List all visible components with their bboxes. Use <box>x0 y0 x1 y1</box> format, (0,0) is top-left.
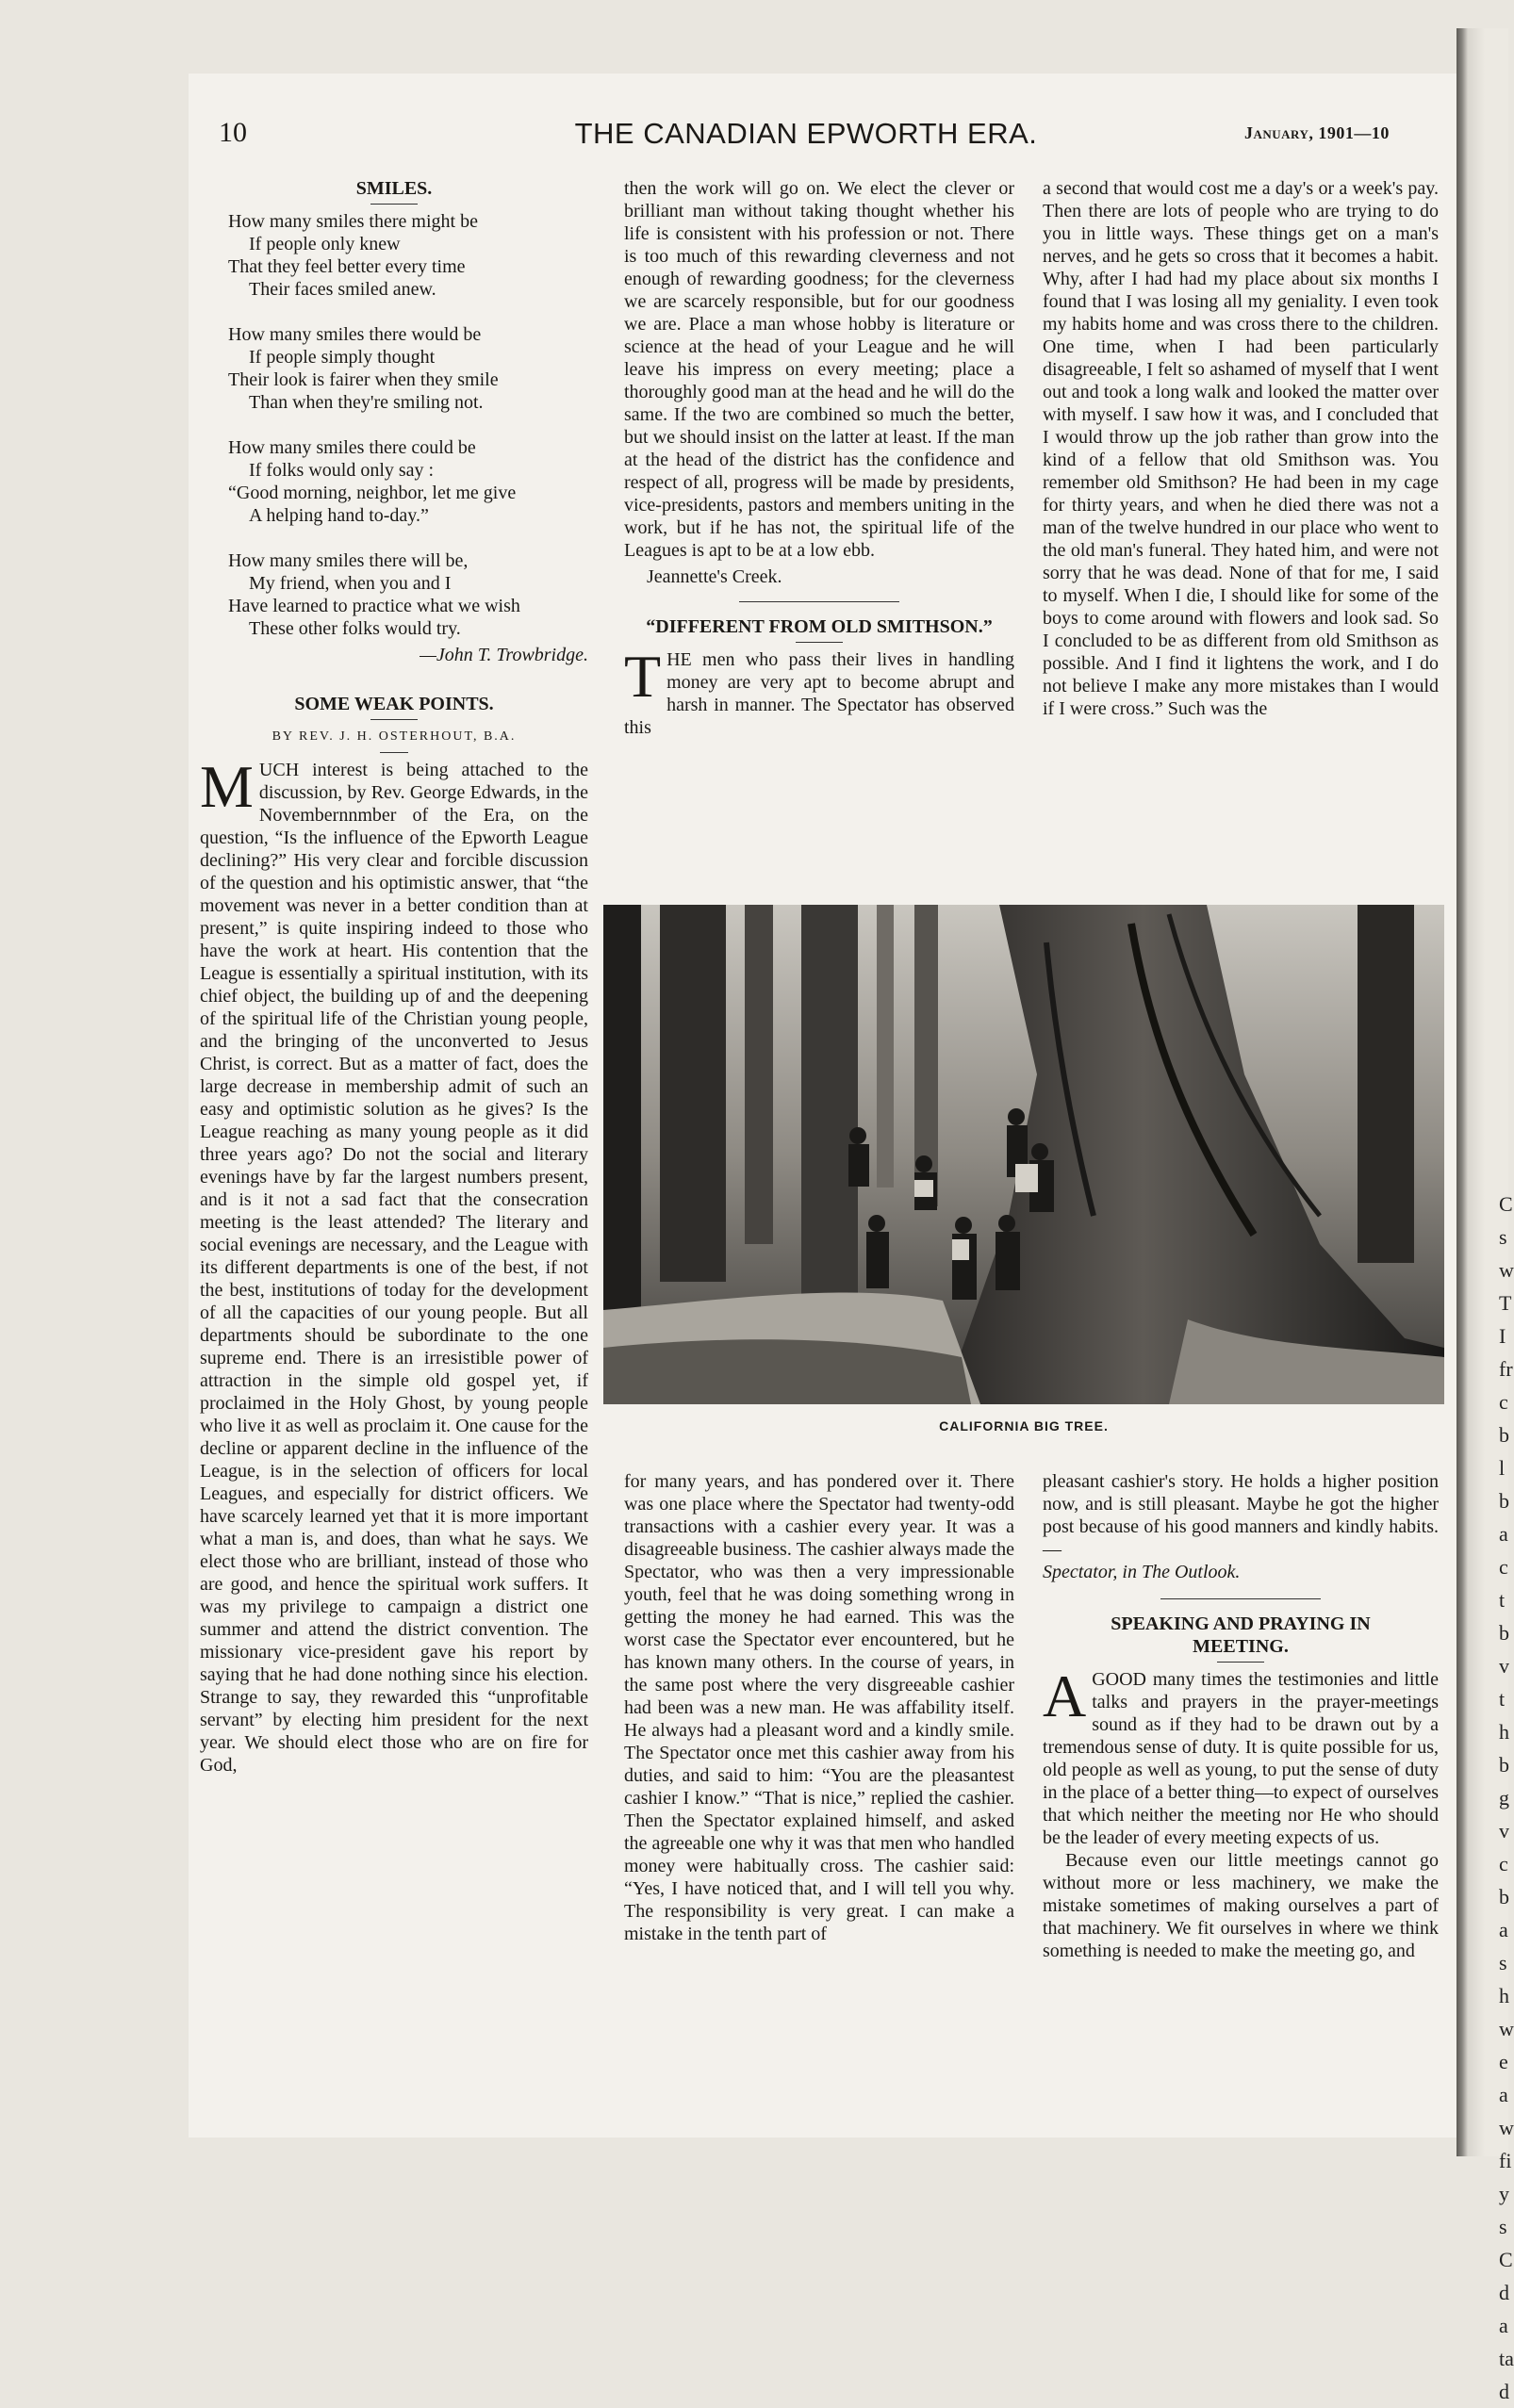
section-divider <box>1160 1598 1321 1599</box>
article-text: HE men who pass their lives in handling money are very apt to become abrupt and harsh in manner. The Spectator has observed this <box>624 649 1014 738</box>
title-rule <box>1217 1662 1264 1663</box>
poem-line: Their look is fairer when they smile <box>228 369 499 390</box>
poem-title: SMILES. <box>355 178 433 199</box>
article-title: SOME WEAK POINTS. <box>294 694 494 714</box>
poem-line: Their faces smiled anew. <box>249 279 436 300</box>
issue-date: January, 1901—10 <box>1244 123 1390 142</box>
article-text: for many years, and has pondered over it. There was one place where the Spectator had twenty-odd transactions with a cashier every year. It was a disagreeable business. The cashier always made the Spectator, who was then a very impressionable youth, feel that he was doing something wrong in getting the money he had earned. This was the worst case the Spectator ever encountered, but he has known many others. In the course of years, in the same post where the very disgreeable cashier had been was a new man. He was affability itself. He always had a pleasant word and a kindly smile. The Spectator once met this cashier away from his duties, and said to him: “You are the pleasantest cashier I know.” “That is nice,” replied the cashier. Then the Spectator explained himself, and asked the agreeable one why it was that men who handled money were habitually cross. The cashier said: “Yes, I have noticed that, and I will tell you why. The responsibility is very great. I can make a mistake in the tenth part of <box>624 1471 1014 1944</box>
column-middle-bottom <box>624 1470 1014 1945</box>
drop-cap: T <box>624 643 662 710</box>
page-number: 10 <box>219 117 247 148</box>
photo-illustration <box>603 905 1444 1404</box>
poem-stanza <box>228 549 588 640</box>
column-right-bottom <box>1043 1470 1439 1962</box>
article-body <box>1043 1663 1439 1849</box>
poem-line: If people simply thought <box>249 347 436 368</box>
article-body <box>624 643 1014 739</box>
poem-line: How many smiles there might be <box>228 211 478 232</box>
article-text: GOOD many times the testimonies and little talks and prayers in the prayer-meetings sound as if they had to be drawn out by a tremendous sense of duty. It is quite possible for us, old people as well as young, to put the sense of duty in the place of a better thing—to expect of ourselves that which neither the meeting nor He who should be the leader of every meeting expects of us. <box>1043 1669 1439 1848</box>
poem-attribution: —John T. Trowbridge. <box>420 645 588 665</box>
poem-line: A helping hand to-day.” <box>249 505 429 526</box>
column-right-top <box>1043 177 1439 720</box>
column-middle-top <box>624 177 1014 739</box>
poem-line: Have learned to practice what we wish <box>228 596 520 616</box>
poem-line: If people only knew <box>249 234 401 254</box>
poem-line: These other folks would try. <box>249 618 461 639</box>
byline-rule <box>380 752 408 753</box>
title-rule <box>370 719 418 720</box>
poem-line: Than when they're smiling not. <box>249 392 484 413</box>
article-title-line2: MEETING. <box>1193 1636 1289 1657</box>
article-text <box>1043 1470 1439 1583</box>
poem-line: How many smiles there will be, <box>228 550 469 571</box>
poem-line: “Good morning, neighbor, let me give <box>228 483 517 503</box>
poem-line: My friend, when you and I <box>249 573 452 594</box>
poem-line: How many smiles there would be <box>228 324 482 345</box>
article-title: SPEAKING AND PRAYING IN <box>1111 1614 1371 1634</box>
title-rule <box>796 642 843 643</box>
drop-cap: M <box>200 753 254 820</box>
article-title: “DIFFERENT FROM OLD SMITHSON.” <box>646 616 993 637</box>
article-text-end: pleasant cashier's story. He holds a higher position now, and is still pleasant. Maybe he got the higher post because of his good manners and kindly habits.— <box>1043 1471 1439 1560</box>
section-divider <box>739 601 899 602</box>
photo-caption: CALIFORNIA BIG TREE. <box>939 1418 1109 1433</box>
article-text: a second that would cost me a day's or a week's pay. Then there are lots of people who are trying to do you in little ways. These things get on a man's nerves, and he gets so cross that it becomes a habit. Why, after I had had my place about six months I found that I was losing all my geniality. I even took my habits home and was cross there to the children. One time, when I had been particularly disagreeable, I felt so ashamed of myself that I went out and took a long walk and looked the matter over with myself. I saw how it was, and I concluded that I would throw up the job rather than grow into the kind of a fellow that old Smithson was. You remember old Smithson? He had been in my cage for thirty years, and when he died there was not a man of the twelve hundred in our place who went to the old man's funeral. They hated him, and were not sorry that he was dead. None of that for me, I said to myself. When I die, I should like for some of the boys to come around with flowers and look sad. So I concluded to be as different from old Smithson as possible. And I find it lightens the work, and I do not believe I make any more mistakes than I would if I were cross.” Such was the <box>1043 178 1439 719</box>
poem-line: That they feel better every time <box>228 256 466 277</box>
article-source: Spectator, in The Outlook. <box>1043 1562 1241 1582</box>
article-body <box>200 753 588 1777</box>
article-signoff: Jeannette's Creek. <box>647 566 782 587</box>
article-continuation: then the work will go on. We elect the clever or brilliant man without taking thought whether his life is consistent with his profession or not. There is too much of this rewarding cleverness and not enough of rewarding goodness; for the cleverness we are scarcely responsible, but for our goodness we are. Place a man whose hobby is literature or science at the head of your League and he will leave his impress on every meeting; place a thoroughly good man at the head and he will do the same. If the two are combined so much the better, but we should insist on the latter at least. If the man at the head of the district has the confidence and respect of all, progress will be made by presidents, vice-presidents, pastors and members uniting in the work, but if he has not, the spiritual life of the Leagues is apt to be at a low ebb. <box>624 178 1014 561</box>
california-big-tree-photo <box>603 905 1444 1404</box>
drop-cap: A <box>1043 1663 1087 1729</box>
adjacent-page-text: C s w T I fr c b l b a c t b v t h b g v c b a s h w e a w fi y s C d a ta d <box>1499 1192 1514 2403</box>
title-rule <box>370 204 418 205</box>
poem-stanza <box>228 210 588 301</box>
poem <box>200 210 588 640</box>
poem-stanza <box>228 436 588 527</box>
column-left <box>200 177 588 1777</box>
article-text: Because even our little meetings cannot go without more or less machinery, we make the mistake sometimes of making ourselves a part of that machinery. We fit ourselves in where we think something is needed to make the meeting go, and <box>1043 1850 1439 1961</box>
masthead-title: THE CANADIAN EPWORTH ERA. <box>574 117 1038 150</box>
poem-line: If folks would only say : <box>249 460 435 481</box>
article-byline: BY REV. J. H. OSTERHOUT, B.A. <box>272 729 517 744</box>
article-text: UCH interest is being attached to the discussion, by Rev. George Edwards, in the Novembernnmber of the Era, on the question, “Is the influence of the Epworth League declining?” His very clear and forcible discussion of the question and his optimistic answer, that “the movement was never in a better condition than at present,” is quite inspiring indeed to those who have the work at heart. His contention that the League is essentially a spiritual institution, with its chief object, the building up of and the deepening of the spiritual life of the Christian young people, and the bringing of the unconverted to Jesus Christ, is correct. But as a matter of fact, does the large decrease in membership admit of such an easy and optimistic solution as he gives? Is the League reaching as many young people as it did three years ago? Do not the social and literary evenings have by far the largest numbers present, and is it not a sad fact that the consecration meeting is the least attended? The literary and social evenings are necessary, and the League with its different departments is one of the best, if not the best, institutions of today for the development of all the capacities of our young people. But all departments should be subordinate to the one supreme end. There is an irresistible power of attraction in the simple old gospel yet, if proclaimed in the Holy Ghost, by young people who live it as well as proclaim it. One cause for the decline or apparent decline in the influence of the League, is in the selection of officers for local Leagues, and especially for district officers. We have scarcely learned yet that it is more important what a man is, and does, than what he says. We elect those who are brilliant, instead of those who are good, and hence the spiritual work suffers. It was my privilege to campaign a district one summer and attend the district convention. The missionary vice-president gave his report by saying that he had done nothing since his election. Strange to say, they rewarded this “unprofitable servant” by electing him president for the next year. We should elect those who are on fire for God, <box>200 760 588 1776</box>
poem-stanza <box>228 323 588 414</box>
poem-line: How many smiles there could be <box>228 437 476 458</box>
